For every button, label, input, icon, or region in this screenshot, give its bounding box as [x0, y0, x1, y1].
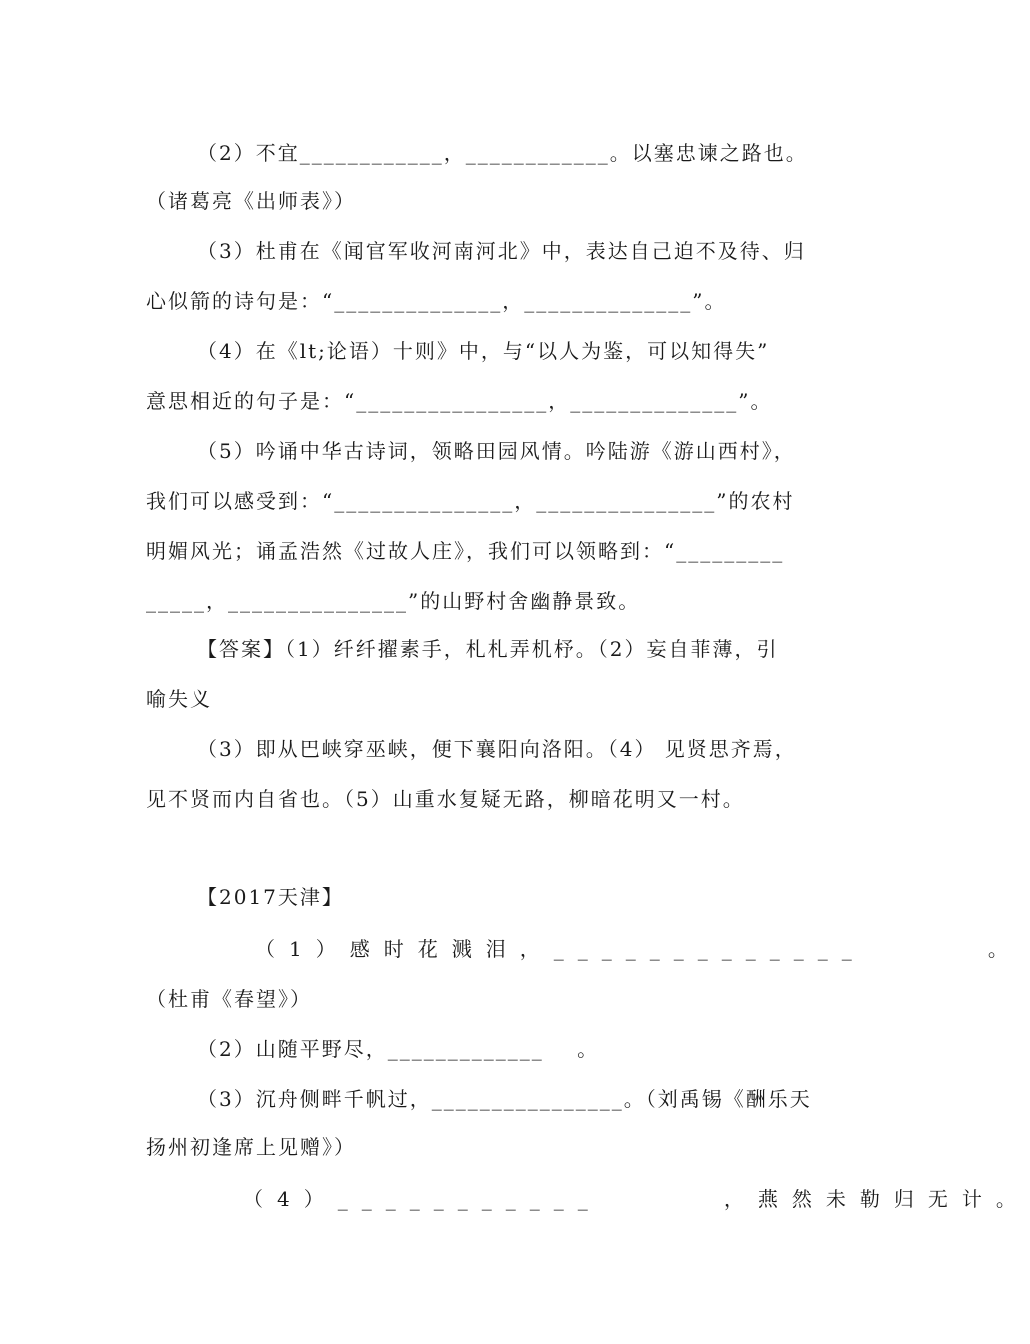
- text-line: （5）吟诵中华古诗词，领略田园风情。吟陆游《游山西村》，: [197, 439, 796, 463]
- text-line: （4）___________ ，燕然未勒归无计。: [243, 1187, 1030, 1211]
- section-heading: 【2017天津】: [197, 885, 344, 909]
- text-line: （4）在《lt;论语）十则》中，与“以人为鉴，可以知得失”: [197, 339, 770, 363]
- text-line: （2）不宜____________，____________。以塞忠谏之路也。: [197, 141, 808, 165]
- text-line: （3）即从巴峡穿巫峡，便下襄阳向洛阳。（4） 见贤思齐焉，: [197, 737, 797, 761]
- answer-heading-line: 【答案】（1）纤纤擢素手，札札弄机杼。（2）妄自菲薄，引: [197, 637, 779, 661]
- text-line: 明媚风光；诵孟浩然《过故人庄》，我们可以领略到：“_________: [146, 539, 785, 563]
- text-line: 心似箭的诗句是：“______________，______________”。: [146, 289, 727, 313]
- text-line: _____，_______________”的山野村舍幽静景致。: [146, 589, 641, 613]
- text-line: 我们可以感受到：“_______________，_______________”的农村: [146, 489, 795, 513]
- text-line: 喻失义: [146, 687, 212, 711]
- text-line: （诸葛亮《出师表》）: [146, 189, 356, 213]
- text-line: 见不贤而内自省也。（5）山重水复疑无路，柳暗花明又一村。: [146, 787, 745, 811]
- text-line: （3）杜甫在《闻官军收河南河北》中，表达自己迫不及待、归: [197, 239, 806, 263]
- text-line: 意思相近的句子是：“________________，______________”。: [146, 389, 773, 413]
- text-line: （杜甫《春望》）: [146, 987, 312, 1011]
- text-line: （1）感时花溅泪，_____________ 。: [255, 937, 1022, 961]
- text-line: 扬州初逢席上见赠》）: [146, 1135, 356, 1159]
- text-line: （3）沉舟侧畔千帆过，________________。（刘禹锡《酬乐天: [197, 1087, 812, 1111]
- text-line: （2）山随平野尽，_____________ 。: [197, 1037, 600, 1061]
